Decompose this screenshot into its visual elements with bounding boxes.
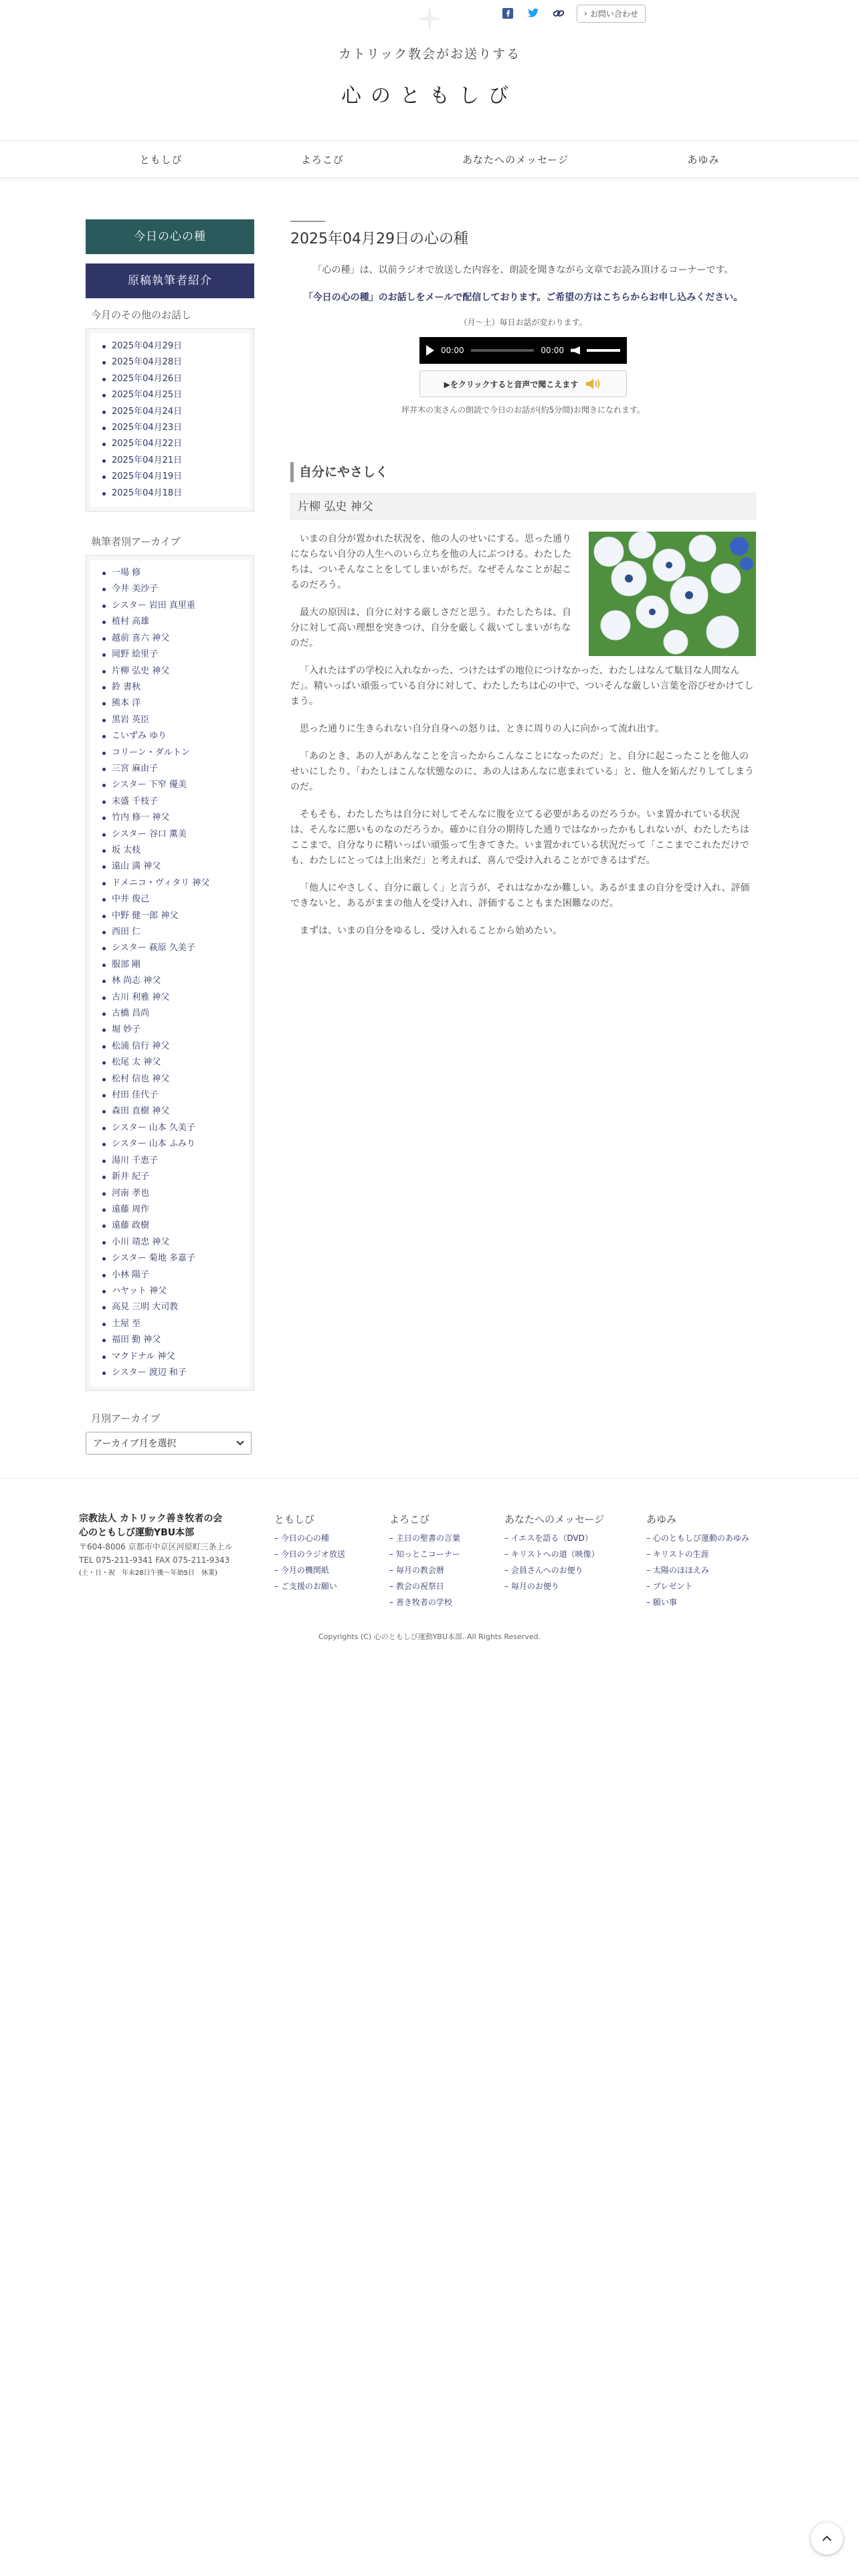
footer-col-title[interactable]: あゆみ [646,1513,677,1525]
author-link[interactable]: シスター 萩原 久美子 [101,940,242,956]
nav-item-ayumi[interactable]: あゆみ [687,153,720,166]
footer-link[interactable]: – 毎月の教会暦 [389,1562,460,1578]
author-link[interactable]: 古橋 昌尚 [101,1006,242,1022]
author-link[interactable]: 松尾 太 神父 [101,1055,242,1071]
author-link[interactable]: 熊本 洋 [101,695,242,712]
date-list [101,338,242,502]
footer-col-title[interactable]: よろこび [389,1513,430,1525]
other-stories-heading: 今月のその他のお話し [91,309,192,321]
author-link[interactable]: 遠藤 政樹 [101,1218,242,1234]
date-link[interactable]: 2025年04月21日 [101,453,242,469]
author-link[interactable]: 鈴 書秋 [101,679,242,695]
site-title[interactable]: 心のともしび [341,84,518,108]
author-link[interactable]: 村田 佳代子 [101,1087,242,1103]
author-link[interactable]: 植村 高雄 [101,614,242,630]
play-icon[interactable] [426,345,434,356]
footer-link[interactable]: – 心のともしび運動のあゆみ [646,1530,749,1546]
chevron-up-icon [822,2535,832,2542]
author-link[interactable]: 小川 靖忠 神父 [101,1235,242,1251]
author-link[interactable]: シスター 下窄 優美 [101,777,242,793]
nav-item-tomoshibi[interactable]: ともしび [139,153,183,166]
author-link[interactable]: こいずみ ゆり [101,728,242,744]
footer-link-list [504,1530,604,1594]
author-link[interactable]: シスター 山本 久美子 [101,1120,242,1136]
intro-text: 「心の種」は、以前ラジオで放送した内容を、朗読を聞きながら文章でお読み頂けるコーナーです。 [312,265,734,276]
author-link[interactable]: シスター 谷口 薫美 [101,827,242,843]
footer-link[interactable]: – イエスを語る（DVD） [504,1530,604,1546]
footer [0,1478,859,1652]
article-paragraph: 「入れたはずの学校に入れなかった、つけたはずの地位につけなかった、わたしはなんて駄目な人間なんだ」。精いっぱい頑張っている自分に対して、わたしたちは心の中で、ついそんな厳しい言葉を浴びせかけてしまう。 [290,665,754,707]
footer-link[interactable]: – 教会の祝祭日 [389,1578,460,1594]
org-address: 〒604-8006 京都市中京区河原町三条上ル [79,1542,233,1551]
audio-button-label: ▶をクリックすると音声で聞こえます [444,379,579,389]
author-link[interactable]: ドメニコ・ヴィタリ 神父 [101,875,242,891]
footer-link[interactable]: – ご支援のお願い [274,1578,345,1594]
footer-col-yorokobi [389,1512,460,1610]
author-link[interactable]: ハヤット 神父 [101,1283,242,1299]
back-to-top-button[interactable] [811,2523,843,2555]
player-duration: 00:00 [541,346,564,355]
footer-link-list [646,1530,749,1610]
article-paragraph: そもそも、わたしたちは自分に対してそんなに腹を立てる必要があるのだろうか。いま置かれている状況は、そんなに悪いものなのだろうか。確かに自分の期待した通りではなかったかもしれないが、わたしたちはここまで、自分なりに精いっぱい頑張って生きてきた。いま置かれている状況だって「ここまでこれただけでも、わたしにとっては上出来だ」と考えれば、喜んで受け入れることができるはずだ。 [290,809,749,866]
authors-archive-heading: 執筆者別アーカイブ [91,536,181,548]
writers-intro-button[interactable]: 原稿執筆者紹介 [86,263,254,298]
footer-link[interactable]: – 主日の聖書の言葉 [389,1530,460,1546]
link-icon[interactable] [551,6,566,21]
author-link[interactable]: 森田 直樹 神父 [101,1103,242,1119]
twitter-icon[interactable] [526,6,541,21]
author-link[interactable]: 松村 信也 神父 [101,1071,242,1087]
article-paragraph: いまの自分が置かれた状況を、他の人のせいにする。思った通りにならない自分の人生へのいら立ちを他の人にぶつける。わたしたちは、ついそんなことをしてしまいがちだ。なぜそんなことが起こるのだろう。 [290,534,571,591]
audio-player [419,337,627,364]
footer-link-list [389,1530,460,1610]
date-link[interactable]: 2025年04月29日 [101,338,242,354]
footer-col-title[interactable]: ともしび [274,1513,315,1525]
author-link[interactable]: 今井 美沙子 [101,581,242,597]
footer-link[interactable]: – 善き牧者の学校 [389,1594,460,1610]
author-link[interactable]: 福田 勤 神父 [101,1332,242,1348]
org-name: 宗教法人 カトリック善き牧者の会 [79,1513,223,1524]
footer-link[interactable]: – キリストの生涯 [646,1546,749,1562]
footer-link[interactable]: – キリストへの道（映像） [504,1546,604,1562]
speaker-icon [585,377,602,391]
article-paragraph: 「あのとき、あの人があんなことを言ったからこんなことになったのだ」と、自分に起こったことを他人のせいにしたり、「わたしはこんな状態なのに、あの人はあんなに恵まれている」と、他人を妬んだりしてしまうのだ。 [290,751,754,792]
contact-button[interactable] [577,5,646,23]
footer-link[interactable]: – 太陽のほほえみ [646,1562,749,1578]
facebook-icon[interactable] [500,6,515,21]
author-link[interactable]: 松浦 信行 神父 [101,1039,242,1055]
page-title: 2025年04月29日の心の種 [290,231,468,247]
footer-organization [79,1512,253,1580]
player-current-time: 00:00 [441,346,464,355]
date-link[interactable]: 2025年04月22日 [101,436,242,452]
nav-item-yorokobi[interactable]: よろこび [300,153,344,166]
org-division: 心のともしび運動YBU本部 [79,1527,195,1538]
article-title: 自分にやさしく [290,462,756,482]
footer-link-list [274,1530,345,1594]
sidebar [86,219,254,1455]
author-link[interactable]: 新井 紀子 [101,1169,242,1185]
article-author: 片柳 弘史 神父 [290,493,756,520]
author-link[interactable]: マクドナル 神父 [101,1349,242,1365]
nav-divider [0,178,859,183]
date-list-box [86,328,254,512]
copyright: Copyrights (C) 心のともしび運動YBU本部. All Rights Reserved. [318,1632,541,1641]
date-link[interactable]: 2025年04月28日 [101,354,242,370]
flower-photo [589,532,756,656]
contact-label: お問い合わせ [589,9,638,19]
author-link[interactable]: 中井 俊己 [101,891,242,907]
author-link[interactable]: シスター 菊地 多嘉子 [101,1251,242,1267]
volume-slider[interactable] [587,349,620,352]
author-link[interactable]: 遠山 満 神父 [101,859,242,875]
org-hours: (土・日・祝 年末28日午後〜年始5日 休業) [79,1570,217,1577]
authors-list-box [86,555,254,1391]
author-link[interactable]: シスター 渡辺 和子 [101,1365,242,1381]
site-subtitle: カトリック教会がお送りする [338,47,521,62]
audio-caption: 坪井木の実さんの朗読で今日のお話が(約5分間)お聞きになれます。 [401,405,646,415]
author-link[interactable]: シスター 山本 ふみり [101,1136,242,1152]
today-seed-button[interactable]: 今日の心の種 [86,219,254,254]
chevron-right-icon: › [584,9,587,18]
player-progress-bar[interactable] [471,349,535,352]
author-link[interactable]: コリーン・ダルトン [101,745,242,761]
author-link[interactable]: 坂 太枝 [101,843,242,859]
footer-col-ayumi [646,1512,749,1610]
author-link[interactable]: 遠藤 周作 [101,1202,242,1218]
audio-play-button[interactable] [419,370,627,397]
footer-col-title[interactable]: あなたへのメッセージ [504,1513,605,1525]
author-link[interactable]: 林 尚志 神父 [101,973,242,989]
article-paragraph: まずは、いまの自分をゆるし、受け入れることから始めたい。 [300,926,562,936]
org-phone: TEL 075-211-9341 FAX 075-211-9343 [79,1555,230,1565]
author-link[interactable]: 黒岩 英臣 [101,712,242,728]
author-link[interactable]: 古川 利雅 神父 [101,990,242,1006]
footer-link[interactable]: – 会員さんへのお便り [504,1562,604,1578]
footer-link[interactable]: – 知っとこコーナー [389,1546,460,1562]
date-link[interactable]: 2025年04月19日 [101,469,242,485]
top-links [500,3,646,24]
footer-link[interactable]: – プレゼント [646,1578,749,1594]
author-link[interactable]: 末盛 千枝子 [101,794,242,810]
volume-icon[interactable] [571,346,580,354]
article-body [290,532,756,939]
month-select-value: アーカイブ月を選択 [93,1438,177,1450]
author-link[interactable]: 河南 孝也 [101,1186,242,1202]
author-link[interactable]: 中野 健一郎 神父 [101,908,242,924]
article-paragraph: 「他人にやさしく、自分に厳しく」と言うが、それはなかなか難しい。あるがままの自分を受け入れ、評価できないと、あるがままの他人を受け入れ、評価することもまた困難なのだ。 [290,883,750,909]
author-link[interactable]: シスター 岩田 真里重 [101,598,242,614]
footer-link[interactable]: – 今日の心の種 [274,1530,345,1546]
footer-link[interactable]: – 今月の機関紙 [274,1562,345,1578]
month-archive-select[interactable] [86,1432,252,1455]
author-link[interactable]: 西田 仁 [101,924,242,940]
chevron-down-icon [236,1440,244,1446]
date-link[interactable]: 2025年04月26日 [101,371,242,387]
author-link[interactable]: 一場 修 [101,565,242,581]
month-archive-heading: 月別アーカイブ [91,1412,161,1425]
date-link[interactable]: 2025年04月23日 [101,420,242,436]
date-link[interactable]: 2025年04月18日 [101,486,242,502]
author-link[interactable]: 湯川 千恵子 [101,1153,242,1169]
author-link[interactable]: 岡野 絵里子 [101,647,242,663]
author-link[interactable]: 越前 喜六 神父 [101,631,242,647]
date-link[interactable]: 2025年04月24日 [101,404,242,420]
nav-item-message[interactable]: あなたへのメッセージ [462,153,569,166]
date-link[interactable]: 2025年04月25日 [101,387,242,403]
schedule-note: （月〜土）毎日お話が変わります。 [459,318,587,327]
title-rule [290,221,325,222]
author-link[interactable]: 小林 陽子 [101,1267,242,1283]
main-nav [0,140,859,178]
author-link[interactable]: 堀 妙子 [101,1022,242,1038]
star-decoration-icon [416,5,443,32]
author-list [101,565,242,1381]
article-paragraph: 最大の原因は、自分に対する厳しさだと思う。わたしたちは、自分に対して高い理想を突きつけ、自分を厳しく裁いてしまいがちなのだ。 [290,607,571,649]
author-link[interactable]: 土屋 至 [101,1316,242,1332]
author-link[interactable]: 服部 剛 [101,957,242,973]
author-link[interactable]: 竹内 修一 神父 [101,810,242,826]
main-content [290,221,756,951]
author-link[interactable]: 片柳 弘史 神父 [101,663,242,679]
footer-col-tomoshibi [274,1512,345,1594]
article-paragraph: 思った通りに生きられない自分自身への怒りは、ときに周りの人に向かって流れ出す。 [300,724,664,734]
footer-link[interactable]: – 今日のラジオ放送 [274,1546,345,1562]
footer-link[interactable]: – 願い事 [646,1594,749,1610]
footer-link[interactable]: – 毎月のお便り [504,1578,604,1594]
mail-subscribe-link[interactable]: 「今日の心の種」のお話しをメールで配信しております。ご希望の方はこちらからお申し込みください。 [303,292,743,303]
author-link[interactable]: 高見 三明 大司教 [101,1299,242,1315]
author-link[interactable]: 三宮 麻由子 [101,761,242,777]
footer-col-message [504,1512,604,1594]
